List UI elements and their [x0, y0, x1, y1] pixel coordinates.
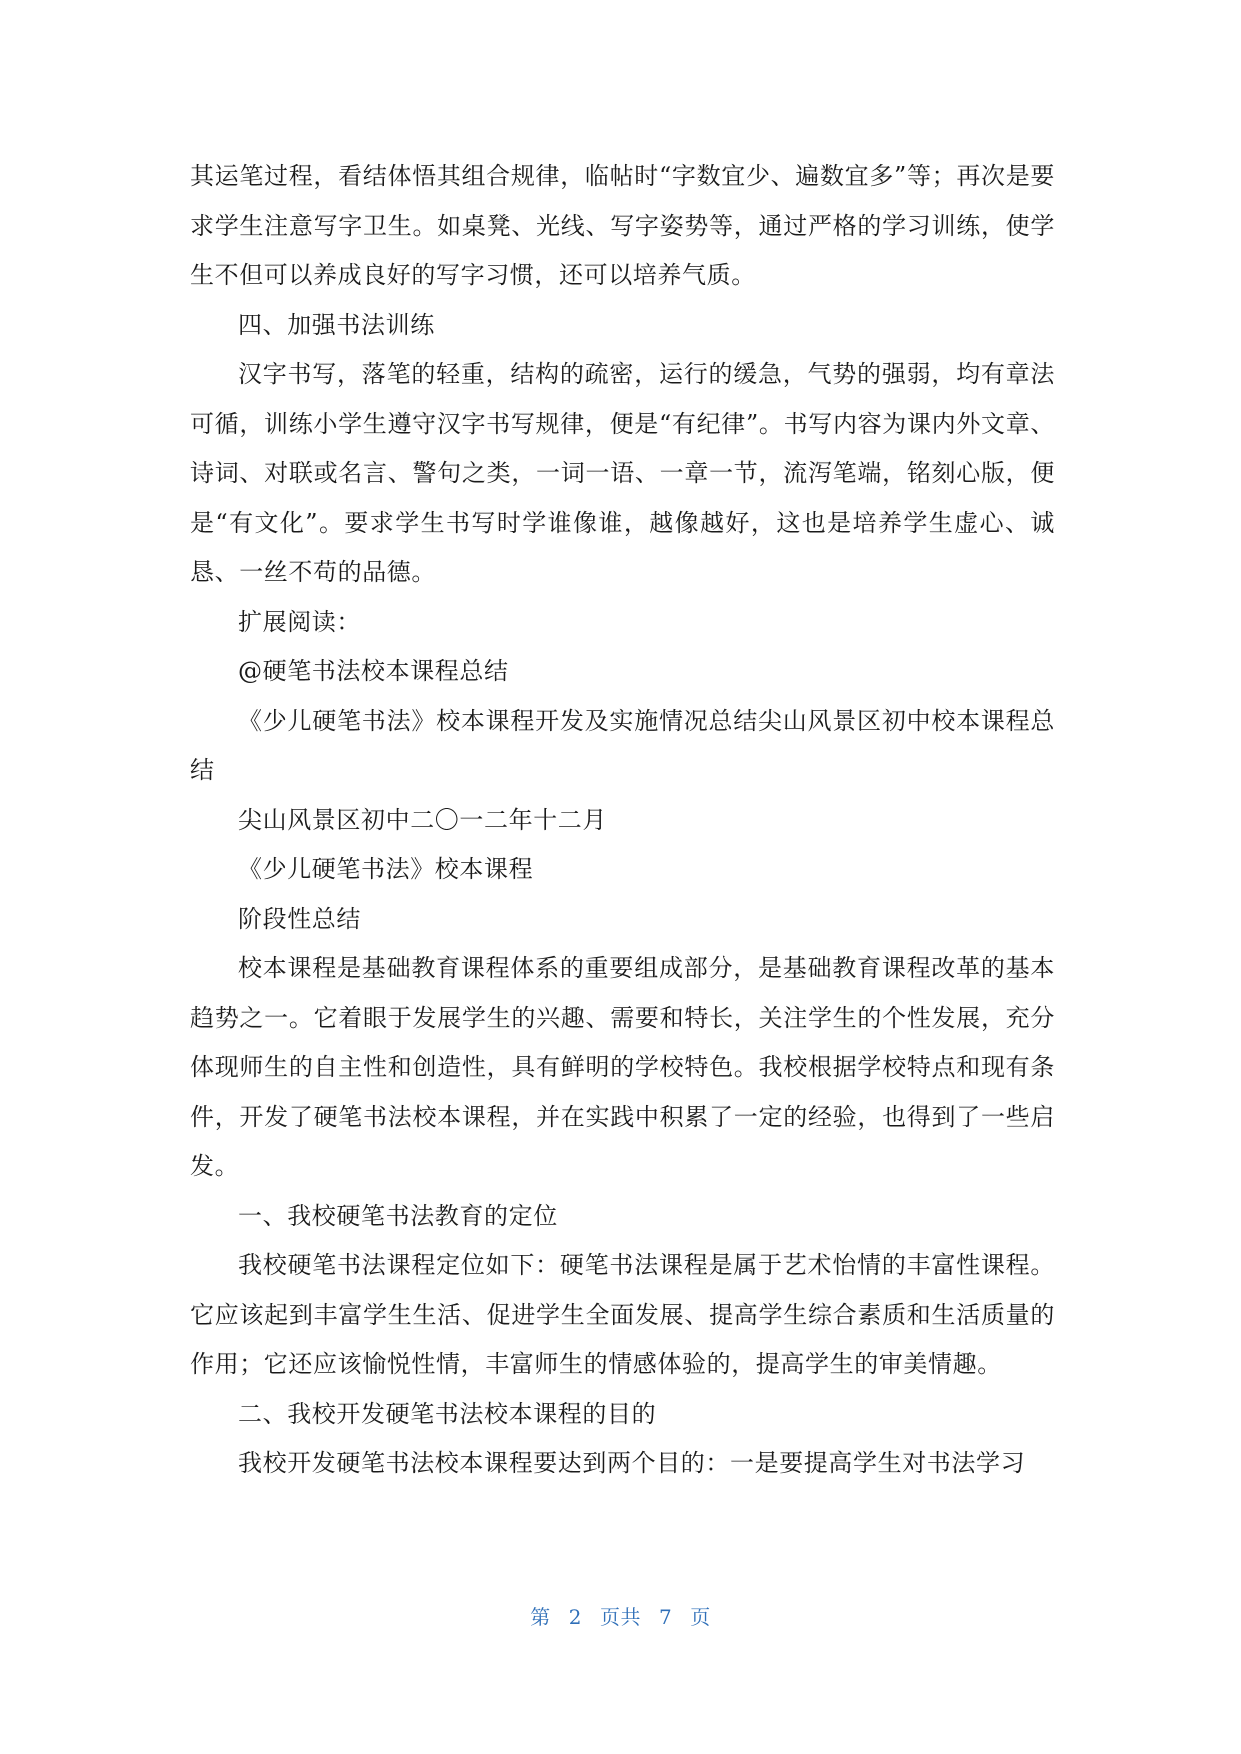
footer-suffix: 页 [690, 1605, 711, 1629]
paragraph: 我校开发硬笔书法校本课程要达到两个目的：一是要提高学生对书法学习 [238, 1449, 1026, 1477]
footer-prefix: 第 [530, 1605, 551, 1629]
footer-current-page: 2 [568, 1605, 582, 1629]
paragraph: 四、加强书法训练 [238, 310, 435, 339]
paragraph: 汉字书写，落笔的轻重，结构的疏密，运行的缓急，气势的强弱，均有章法可循，训练小学生遵守汉字书写规律，便是“有纪律”。书写内容为课内外文章、诗词、对联或名言、警句之类，一词一语、一章一节，流泻笔端，铭刻心版，便是“有文化”。要求学生书写时学谁像谁，越像越好，这也是培养学生虚心、诚恳、一丝不苟的品德。 [190, 360, 1055, 586]
paragraph: 尖山风景区初中二〇一二年十二月 [238, 805, 607, 834]
footer-total-pages: 7 [659, 1605, 673, 1629]
footer-middle: 页共 [600, 1605, 641, 1629]
paragraph: @硬笔书法校本课程总结 [238, 657, 509, 685]
paragraph: 其运笔过程，看结体悟其组合规律，临帖时“字数宜少、遍数宜多”等；再次是要求学生注意写字卫生。如桌凳、光线、写字姿势等，通过严格的学习训练，使学生不但可以养成良好的写字习惯，还可以培养气质。 [190, 162, 1055, 289]
paragraph: 一、我校硬笔书法教育的定位 [238, 1201, 558, 1230]
page-footer [0, 1602, 1241, 1632]
paragraph: 阶段性总结 [238, 904, 361, 933]
paragraph: 我校硬笔书法课程定位如下：硬笔书法课程是属于艺术怡情的丰富性课程。它应该起到丰富学生生活、促进学生全面发展、提高学生综合素质和生活质量的作用；它还应该愉悦性情，丰富师生的情感体验的，提高学生的审美情趣。 [190, 1251, 1055, 1378]
paragraph: 二、我校开发硬笔书法校本课程的目的 [238, 1399, 657, 1428]
paragraph: 校本课程是基础教育课程体系的重要组成部分，是基础教育课程改革的基本趋势之一。它着眼于发展学生的兴趣、需要和特长，关注学生的个性发展，充分体现师生的自主性和创造性，具有鲜明的学校特色。我校根据学校特点和现有条件，开发了硬笔书法校本课程，并在实践中积累了一定的经验，也得到了一些启发。 [190, 954, 1055, 1180]
paragraph: 扩展阅读： [238, 607, 361, 636]
paragraph: 《少儿硬笔书法》校本课程开发及实施情况总结尖山风景区初中校本课程总结 [190, 706, 1055, 784]
paragraph: 《少儿硬笔书法》校本课程 [238, 855, 534, 883]
document-body [190, 152, 1055, 1489]
